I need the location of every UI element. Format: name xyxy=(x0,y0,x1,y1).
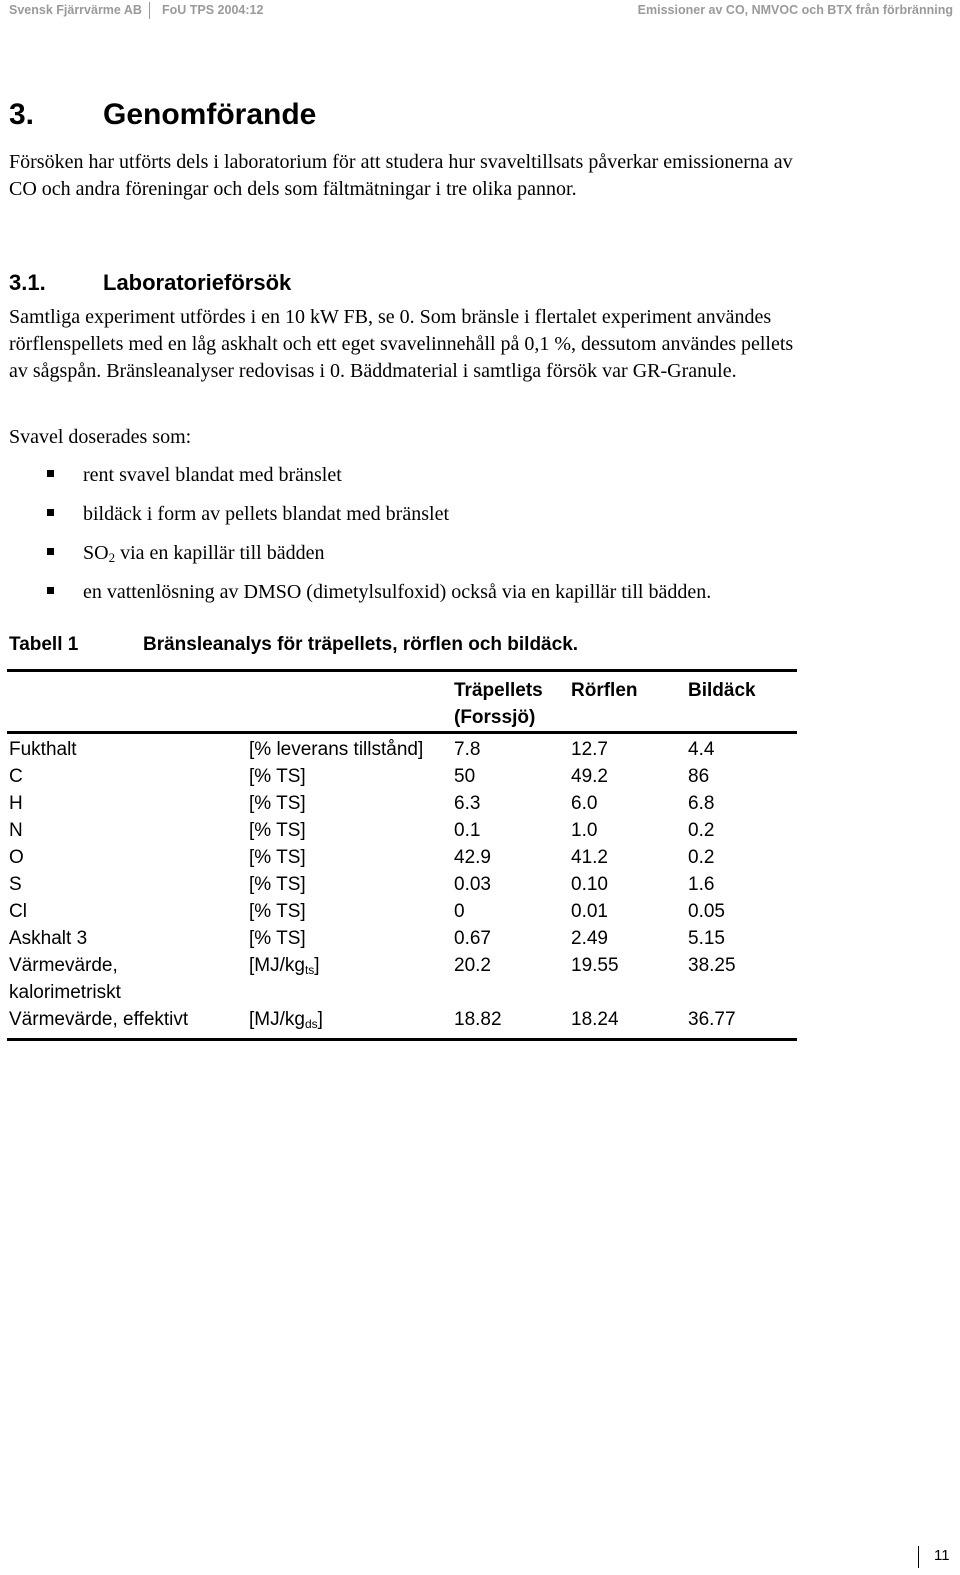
value-cell: 38.25 xyxy=(688,955,736,976)
property-cell: S xyxy=(9,874,22,895)
table-label: Tabell 1 xyxy=(9,634,79,655)
value-cell: 19.55 xyxy=(571,955,619,976)
footer-divider xyxy=(918,1546,919,1568)
value-cell: 18.24 xyxy=(571,1009,619,1030)
list-item-text: bildäck i form av pellets blandat med bränslet xyxy=(83,503,449,525)
table-caption xyxy=(9,634,579,656)
list-item-text: rent svavel blandat med bränslet xyxy=(83,464,342,486)
bullet-square-icon xyxy=(47,470,54,477)
value-cell: 0.2 xyxy=(688,847,715,868)
table-row xyxy=(7,898,797,925)
list-item-text xyxy=(83,540,324,571)
unit-cell: [% TS] xyxy=(249,847,306,868)
table-row xyxy=(7,790,797,817)
list-item xyxy=(0,501,960,540)
list-item xyxy=(0,579,960,618)
column-header xyxy=(7,671,247,733)
list-item xyxy=(0,540,960,579)
column-header xyxy=(247,671,452,733)
value-cell: 0.67 xyxy=(454,928,491,949)
value-cell: 0.1 xyxy=(454,820,481,841)
unit-text: [MJ/kg xyxy=(249,1009,305,1030)
unit-cell: [% TS] xyxy=(249,793,306,814)
page-number: 11 xyxy=(934,1547,950,1564)
value-cell: 1.6 xyxy=(688,874,715,895)
value-cell: 1.0 xyxy=(571,820,598,841)
column-header: Träpellets (Forssjö) xyxy=(452,671,569,733)
list-intro: Svavel doserades som: xyxy=(9,426,192,448)
subsection-number: 3.1. xyxy=(9,270,46,295)
table-row xyxy=(7,733,797,764)
value-cell: 41.2 xyxy=(571,847,608,868)
value-cell: 0.03 xyxy=(454,874,491,895)
list-item xyxy=(0,462,960,501)
value-cell: 2.49 xyxy=(571,928,608,949)
property-cell: N xyxy=(9,820,23,841)
property-cell: Fukthalt xyxy=(9,739,77,760)
unit-cell: [% TS] xyxy=(249,928,306,949)
value-cell: 0.2 xyxy=(688,820,715,841)
header-document-title: Emissioner av CO, NMVOC och BTX från förbränning xyxy=(637,3,953,17)
value-cell: 12.7 xyxy=(571,739,608,760)
bullet-square-icon xyxy=(47,587,54,594)
unit-cell xyxy=(247,1006,452,1040)
value-cell: 6.8 xyxy=(688,793,715,814)
table-row xyxy=(7,952,797,1006)
table-row xyxy=(7,871,797,898)
value-cell: 6.0 xyxy=(571,793,598,814)
value-cell: 0 xyxy=(454,901,465,922)
table-row xyxy=(7,817,797,844)
table-caption-title: Bränsleanalys för träpellets, rörflen och bildäck. xyxy=(143,634,579,655)
bullet-square-icon xyxy=(47,509,54,516)
value-cell: 50 xyxy=(454,766,476,787)
property-cell: Cl xyxy=(9,901,27,922)
section-title: Genomförande xyxy=(103,98,317,131)
value-cell: 4.4 xyxy=(688,739,715,760)
column-header: Bildäck xyxy=(686,671,797,733)
subsection-title: Laboratorieförsök xyxy=(103,270,292,295)
unit-cell: [% TS] xyxy=(249,820,306,841)
header-report-number: FoU TPS 2004:12 xyxy=(162,3,264,17)
unit-cell: [% TS] xyxy=(249,901,306,922)
unit-subscript: ds xyxy=(304,1017,318,1031)
header-org: Svensk Fjärrvärme AB xyxy=(9,3,142,17)
property-cell: Askhalt 3 xyxy=(9,928,88,949)
value-cell: 0.01 xyxy=(571,901,608,922)
formula-text: SO xyxy=(83,542,109,564)
value-cell: 20.2 xyxy=(454,955,491,976)
table-row xyxy=(7,1006,797,1040)
unit-text: ] xyxy=(317,1009,323,1030)
header-divider xyxy=(149,2,150,19)
unit-cell xyxy=(247,952,452,1006)
list-item-rest: via en kapillär till bädden xyxy=(115,542,325,564)
value-cell: 7.8 xyxy=(454,739,481,760)
value-cell: 42.9 xyxy=(454,847,491,868)
table-row xyxy=(7,763,797,790)
unit-subscript: ts xyxy=(304,963,315,977)
property-cell: Värmevärde, kalorimetriskt xyxy=(9,955,121,1003)
section-number: 3. xyxy=(9,98,35,131)
section-intro-paragraph: Försöken har utförts dels i laboratorium för att studera hur svaveltillsats påverkar emissionerna av CO och andra föreningar och dels som fältmätningar i tre olika pannor. xyxy=(9,151,793,200)
value-cell: 5.15 xyxy=(688,928,725,949)
property-cell: C xyxy=(9,766,23,787)
value-cell: 0.10 xyxy=(571,874,608,895)
property-cell: O xyxy=(9,847,24,868)
running-header xyxy=(0,0,960,22)
unit-text: [MJ/kg xyxy=(249,955,305,976)
value-cell: 0.05 xyxy=(688,901,725,922)
value-cell: 49.2 xyxy=(571,766,608,787)
unit-text: ] xyxy=(314,955,320,976)
unit-cell: [% leverans tillstånd] xyxy=(249,739,424,760)
dosing-method-list xyxy=(0,462,960,618)
list-item-text: en vattenlösning av DMSO (dimetylsulfoxid) också via en kapillär till bädden. xyxy=(83,581,712,603)
section-heading xyxy=(9,98,316,132)
value-cell: 86 xyxy=(688,766,710,787)
fuel-analysis-table xyxy=(7,669,797,1041)
value-cell: 36.77 xyxy=(688,1009,736,1030)
value-cell: 6.3 xyxy=(454,793,481,814)
table-header-row xyxy=(7,671,797,733)
table-row xyxy=(7,844,797,871)
subsection-paragraph: Samtliga experiment utfördes i en 10 kW FB, se 0. Som bränsle i flertalet experiment användes rörflenspellets med en låg askhalt och ett eget svavelinnehåll på 0,1 %, dessutom användes pellets av sågspån. Bränsleanalyser redovisas i 0. Bäddmaterial i samtliga försök var GR-Granule. xyxy=(9,306,794,382)
column-header: Rörflen xyxy=(569,671,686,733)
property-cell: H xyxy=(9,793,23,814)
value-cell: 18.82 xyxy=(454,1009,502,1030)
bullet-square-icon xyxy=(47,548,54,555)
table-row xyxy=(7,925,797,952)
property-cell: Värmevärde, effektivt xyxy=(9,1009,189,1030)
unit-cell: [% TS] xyxy=(249,874,306,895)
formula-subscript: 2 xyxy=(108,550,116,565)
unit-cell: [% TS] xyxy=(249,766,306,787)
subsection-heading xyxy=(9,270,291,296)
